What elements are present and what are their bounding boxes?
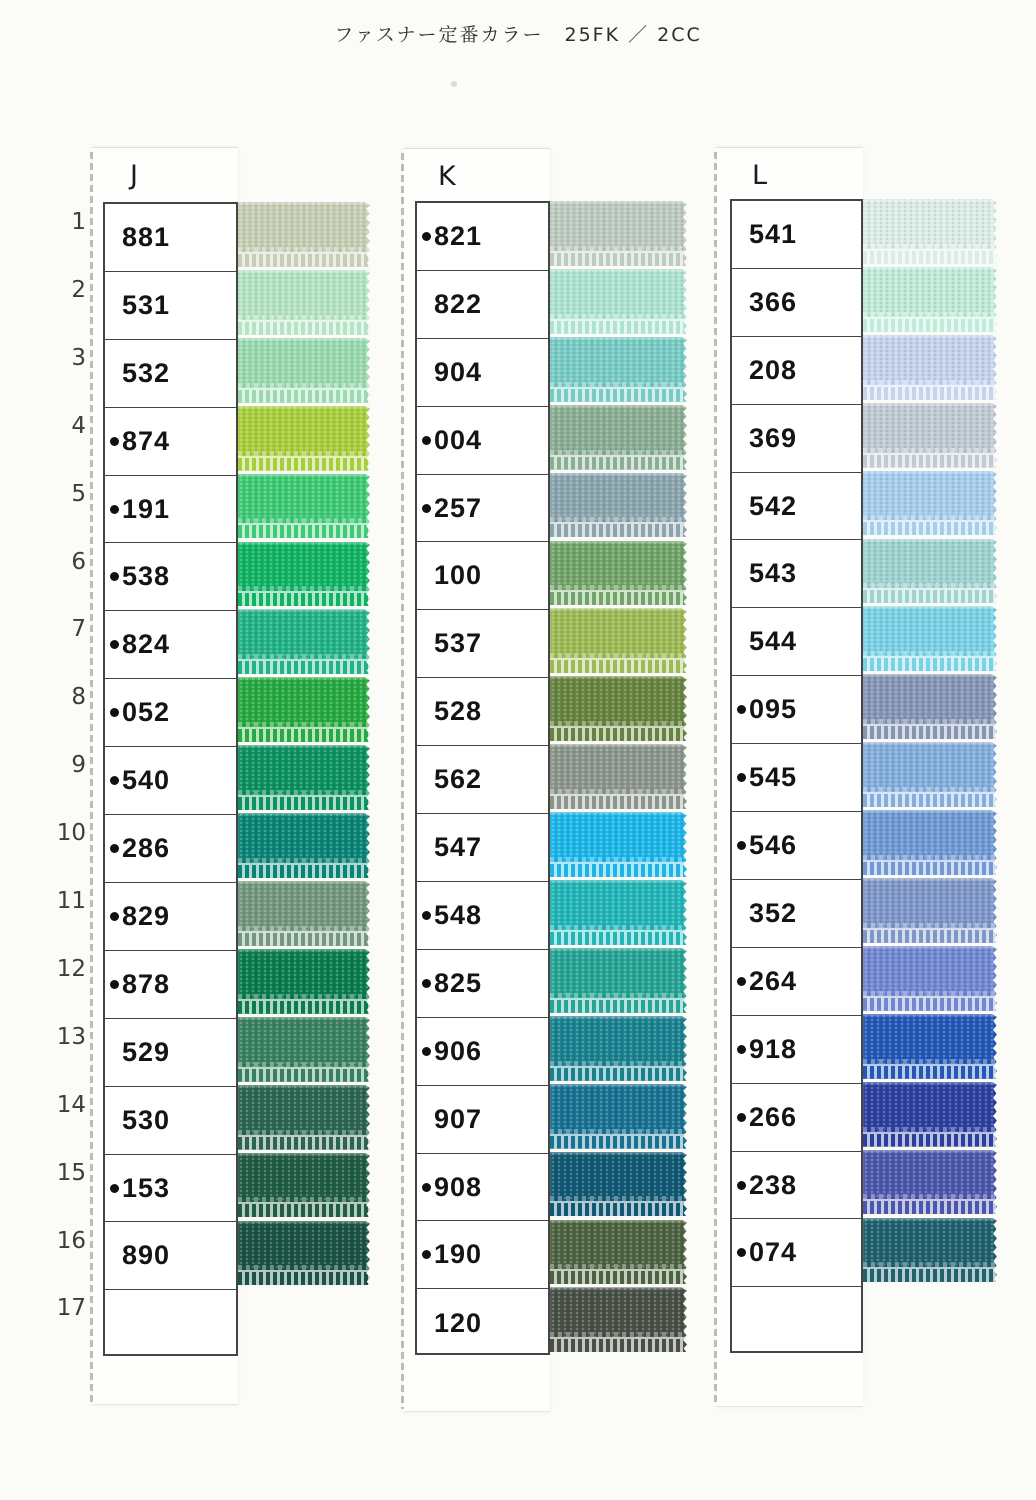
code-cell bbox=[417, 407, 548, 475]
color-code: 542 bbox=[749, 490, 798, 521]
code-cell bbox=[732, 1287, 861, 1355]
fabric-swatch bbox=[863, 946, 997, 1011]
color-code: 548 bbox=[434, 899, 483, 930]
fabric-swatch bbox=[863, 335, 997, 400]
zipper-teeth-band bbox=[863, 1199, 997, 1214]
swatch-stack bbox=[238, 202, 370, 1362]
code-cell bbox=[732, 337, 861, 405]
row-number: 3 bbox=[71, 344, 86, 371]
code-cell bbox=[105, 1290, 236, 1358]
code-cell bbox=[105, 747, 236, 815]
code-cell bbox=[732, 1016, 861, 1084]
code-cell bbox=[732, 880, 861, 948]
color-code: 286 bbox=[122, 833, 171, 864]
zipper-teeth-band bbox=[238, 252, 370, 267]
code-cell bbox=[417, 610, 548, 678]
row-number: 7 bbox=[71, 616, 86, 643]
code-cell bbox=[732, 608, 861, 676]
fabric-swatch bbox=[863, 539, 997, 604]
dot-marker-icon bbox=[422, 1250, 431, 1259]
color-code: 890 bbox=[122, 1240, 171, 1271]
color-code: 918 bbox=[749, 1033, 798, 1064]
fabric-swatch bbox=[550, 201, 687, 266]
zipper-teeth-band bbox=[550, 590, 687, 605]
zipper-teeth-band bbox=[238, 591, 370, 606]
code-cell bbox=[417, 950, 548, 1018]
code-cell bbox=[732, 948, 861, 1016]
zipper-teeth-band bbox=[863, 317, 997, 332]
zipper-teeth-band bbox=[863, 1132, 997, 1147]
card-label: L bbox=[752, 160, 768, 191]
fabric-swatch bbox=[863, 674, 997, 739]
color-code: 153 bbox=[122, 1172, 171, 1203]
code-cell bbox=[105, 1019, 236, 1087]
fabric-swatch bbox=[550, 473, 687, 538]
code-cell bbox=[417, 814, 548, 882]
row-number: 10 bbox=[56, 820, 86, 847]
zipper-teeth-band bbox=[550, 930, 687, 945]
zipper-teeth-band bbox=[863, 1064, 997, 1079]
zipper-teeth-band bbox=[550, 1066, 687, 1081]
color-code: 907 bbox=[434, 1103, 483, 1134]
code-cell bbox=[105, 204, 236, 272]
code-cell bbox=[732, 473, 861, 541]
zipper-teeth-band bbox=[238, 1202, 370, 1217]
dot-marker-icon bbox=[110, 572, 119, 581]
color-code: 543 bbox=[749, 558, 798, 589]
zipper-teeth-band bbox=[550, 1269, 687, 1284]
fabric-swatch bbox=[550, 337, 687, 402]
color-code: 352 bbox=[749, 897, 798, 928]
code-cell bbox=[105, 1223, 236, 1291]
code-cell bbox=[105, 611, 236, 679]
fabric-swatch bbox=[238, 1221, 370, 1286]
color-card-k bbox=[403, 148, 550, 1412]
dot-marker-icon bbox=[422, 979, 431, 988]
code-cell bbox=[732, 541, 861, 609]
dot-marker-icon bbox=[737, 1248, 746, 1257]
code-cell bbox=[732, 812, 861, 880]
code-cell bbox=[105, 408, 236, 476]
fabric-swatch bbox=[238, 406, 370, 471]
fabric-swatch bbox=[238, 949, 370, 1014]
zipper-teeth-band bbox=[550, 1337, 687, 1352]
color-code: 904 bbox=[434, 356, 483, 387]
zipper-teeth-band bbox=[238, 388, 370, 403]
fabric-swatch bbox=[238, 542, 370, 607]
color-code: 528 bbox=[434, 696, 483, 727]
fabric-swatch bbox=[863, 878, 997, 943]
color-code: 829 bbox=[122, 900, 171, 931]
code-cell bbox=[732, 1220, 861, 1288]
card-label: J bbox=[130, 160, 138, 191]
color-code: 538 bbox=[122, 561, 171, 592]
dot-marker-icon bbox=[110, 640, 119, 649]
row-number: 5 bbox=[71, 480, 86, 507]
fabric-swatch bbox=[550, 1084, 687, 1149]
zipper-teeth-band bbox=[238, 795, 370, 810]
code-cell bbox=[105, 951, 236, 1019]
zipper-teeth-band bbox=[550, 862, 687, 877]
code-cell bbox=[105, 340, 236, 408]
zipper-teeth-band bbox=[238, 320, 370, 335]
code-grid bbox=[103, 202, 238, 1356]
color-code: 546 bbox=[749, 830, 798, 861]
dot-marker-icon bbox=[737, 977, 746, 986]
code-cell bbox=[732, 405, 861, 473]
zipper-teeth-band bbox=[550, 998, 687, 1013]
code-cell bbox=[417, 203, 548, 271]
dot-marker-icon bbox=[110, 708, 119, 717]
zipper-teeth-band bbox=[550, 387, 687, 402]
color-code: 541 bbox=[749, 218, 798, 249]
code-cell bbox=[732, 744, 861, 812]
fabric-swatch bbox=[238, 1017, 370, 1082]
color-code: 562 bbox=[434, 764, 483, 795]
row-number: 15 bbox=[56, 1159, 86, 1186]
dot-marker-icon bbox=[422, 232, 431, 241]
zipper-teeth-band bbox=[863, 385, 997, 400]
color-code: 100 bbox=[434, 560, 483, 591]
fabric-swatch bbox=[863, 1082, 997, 1147]
code-cell bbox=[732, 1152, 861, 1220]
zipper-teeth-band bbox=[238, 456, 370, 471]
dot-marker-icon bbox=[737, 841, 746, 850]
fabric-swatch bbox=[238, 474, 370, 539]
zipper-teeth-band bbox=[550, 455, 687, 470]
color-code: 052 bbox=[122, 697, 171, 728]
zipper-teeth-band bbox=[238, 863, 370, 878]
fabric-swatch bbox=[863, 267, 997, 332]
zipper-teeth-band bbox=[550, 1134, 687, 1149]
dot-marker-icon bbox=[110, 776, 119, 785]
code-cell bbox=[417, 1018, 548, 1086]
row-number: 6 bbox=[71, 548, 86, 575]
color-code: 191 bbox=[122, 493, 171, 524]
row-number: 8 bbox=[71, 684, 86, 711]
fabric-swatch bbox=[550, 744, 687, 809]
row-number: 14 bbox=[56, 1091, 86, 1118]
color-code: 531 bbox=[122, 289, 171, 320]
code-cell bbox=[105, 883, 236, 951]
row-number: 9 bbox=[71, 752, 86, 779]
code-cell bbox=[417, 1289, 548, 1357]
row-number: 13 bbox=[56, 1023, 86, 1050]
color-code: 190 bbox=[434, 1239, 483, 1270]
color-code: 238 bbox=[749, 1169, 798, 1200]
zipper-teeth-band bbox=[550, 319, 687, 334]
color-code: 824 bbox=[122, 629, 171, 660]
zipper-teeth-band bbox=[550, 726, 687, 741]
color-code: 266 bbox=[749, 1101, 798, 1132]
row-number: 1 bbox=[71, 209, 86, 235]
zipper-teeth-band bbox=[238, 523, 370, 538]
code-cell bbox=[417, 678, 548, 746]
color-code: 366 bbox=[749, 286, 798, 317]
dot-marker-icon bbox=[737, 1045, 746, 1054]
zipper-teeth-band bbox=[238, 727, 370, 742]
code-cell bbox=[417, 746, 548, 814]
fabric-swatch bbox=[238, 1153, 370, 1218]
zipper-teeth-band bbox=[238, 659, 370, 674]
color-card-j bbox=[92, 147, 238, 1405]
fabric-swatch bbox=[863, 1218, 997, 1283]
fabric-swatch bbox=[863, 742, 997, 807]
fabric-swatch bbox=[550, 269, 687, 334]
row-number: 12 bbox=[56, 955, 86, 982]
dot-marker-icon bbox=[110, 437, 119, 446]
card-label: K bbox=[438, 161, 456, 192]
color-code: 120 bbox=[434, 1307, 483, 1338]
fabric-swatch bbox=[550, 541, 687, 606]
code-cell bbox=[417, 339, 548, 407]
color-code: 095 bbox=[749, 694, 798, 725]
zipper-teeth-band bbox=[863, 724, 997, 739]
zipper-teeth-band bbox=[550, 251, 687, 266]
zipper-teeth-band bbox=[238, 1067, 370, 1082]
color-code: 878 bbox=[122, 968, 171, 999]
code-cell bbox=[417, 543, 548, 611]
swatch-stack bbox=[550, 201, 687, 1361]
code-cell bbox=[732, 201, 861, 269]
zipper-teeth-band bbox=[863, 249, 997, 264]
color-code: 369 bbox=[749, 422, 798, 453]
zipper-teeth-band bbox=[863, 792, 997, 807]
color-code: 545 bbox=[749, 762, 798, 793]
code-cell bbox=[417, 475, 548, 543]
color-code: 074 bbox=[749, 1237, 798, 1268]
fabric-swatch bbox=[238, 881, 370, 946]
fabric-swatch bbox=[238, 677, 370, 742]
code-cell bbox=[105, 1155, 236, 1223]
row-number: 2 bbox=[71, 276, 86, 303]
row-number: 11 bbox=[56, 888, 86, 914]
code-cell bbox=[417, 1086, 548, 1154]
zipper-teeth-band bbox=[863, 520, 997, 535]
zipper-teeth-band bbox=[863, 1267, 997, 1282]
fabric-swatch bbox=[550, 948, 687, 1013]
color-code: 874 bbox=[122, 425, 171, 456]
code-grid bbox=[415, 201, 550, 1355]
color-code: 208 bbox=[749, 354, 798, 385]
code-cell bbox=[417, 1154, 548, 1222]
fabric-swatch bbox=[863, 199, 997, 264]
fabric-swatch bbox=[238, 813, 370, 878]
dot-marker-icon bbox=[737, 773, 746, 782]
code-cell bbox=[417, 882, 548, 950]
color-code: 540 bbox=[122, 765, 171, 796]
color-code: 547 bbox=[434, 832, 483, 863]
zipper-teeth-band bbox=[550, 1201, 687, 1216]
dot-marker-icon bbox=[110, 912, 119, 921]
zipper-teeth-band bbox=[863, 656, 997, 671]
code-cell bbox=[105, 679, 236, 747]
code-cell bbox=[105, 272, 236, 340]
zipper-teeth-band bbox=[863, 996, 997, 1011]
color-code: 881 bbox=[122, 221, 171, 252]
fabric-swatch bbox=[238, 1085, 370, 1150]
swatch-stack bbox=[863, 199, 997, 1359]
zipper-teeth-band bbox=[550, 794, 687, 809]
row-number: 4 bbox=[71, 412, 86, 439]
zipper-teeth-band bbox=[863, 588, 997, 603]
scan-artifact-dot bbox=[451, 81, 457, 87]
fabric-swatch bbox=[863, 1150, 997, 1215]
zipper-teeth-band bbox=[863, 928, 997, 943]
zipper-teeth-band bbox=[550, 658, 687, 673]
dot-marker-icon bbox=[737, 1181, 746, 1190]
dot-marker-icon bbox=[422, 436, 431, 445]
fabric-swatch bbox=[550, 1152, 687, 1217]
color-code: 906 bbox=[434, 1035, 483, 1066]
fabric-swatch bbox=[238, 270, 370, 335]
dot-marker-icon bbox=[422, 1183, 431, 1192]
color-code: 004 bbox=[434, 424, 483, 455]
fabric-swatch bbox=[238, 338, 370, 403]
code-cell bbox=[105, 1087, 236, 1155]
fabric-swatch bbox=[238, 202, 370, 267]
row-number: 17 bbox=[56, 1295, 86, 1322]
fabric-swatch bbox=[550, 880, 687, 945]
dot-marker-icon bbox=[422, 1047, 431, 1056]
row-number: 16 bbox=[56, 1227, 86, 1254]
dot-marker-icon bbox=[737, 1113, 746, 1122]
zipper-teeth-band bbox=[863, 453, 997, 468]
fabric-swatch bbox=[550, 1220, 687, 1285]
fabric-swatch bbox=[238, 609, 370, 674]
code-cell bbox=[732, 676, 861, 744]
fabric-swatch bbox=[550, 1016, 687, 1081]
color-code: 544 bbox=[749, 626, 798, 657]
zipper-teeth-band bbox=[550, 522, 687, 537]
dot-marker-icon bbox=[422, 911, 431, 920]
code-grid bbox=[730, 199, 863, 1353]
code-cell bbox=[417, 271, 548, 339]
fabric-swatch bbox=[238, 745, 370, 810]
fabric-swatch bbox=[863, 1014, 997, 1079]
zipper-teeth-band bbox=[238, 1135, 370, 1150]
color-code: 537 bbox=[434, 628, 483, 659]
zipper-teeth-band bbox=[238, 999, 370, 1014]
zipper-teeth-band bbox=[863, 860, 997, 875]
code-cell bbox=[732, 1084, 861, 1152]
dot-marker-icon bbox=[110, 1184, 119, 1193]
color-code: 825 bbox=[434, 967, 483, 998]
dot-marker-icon bbox=[737, 705, 746, 714]
code-cell bbox=[105, 815, 236, 883]
zipper-teeth-band bbox=[238, 1270, 370, 1285]
fabric-swatch bbox=[550, 1287, 687, 1352]
dot-marker-icon bbox=[110, 505, 119, 514]
dot-marker-icon bbox=[110, 844, 119, 853]
fabric-swatch bbox=[863, 471, 997, 536]
fabric-swatch bbox=[550, 676, 687, 741]
color-code: 257 bbox=[434, 492, 483, 523]
color-code: 529 bbox=[122, 1036, 171, 1067]
fabric-swatch bbox=[550, 405, 687, 470]
color-code: 908 bbox=[434, 1171, 483, 1202]
page-title: ファスナー定番カラー 25FK ／ 2CC bbox=[334, 24, 702, 46]
color-code: 264 bbox=[749, 965, 798, 996]
code-cell bbox=[732, 269, 861, 337]
color-code: 822 bbox=[434, 288, 483, 319]
fabric-swatch bbox=[863, 403, 997, 468]
fabric-swatch bbox=[550, 812, 687, 877]
dot-marker-icon bbox=[422, 504, 431, 513]
code-cell bbox=[105, 476, 236, 544]
fabric-swatch bbox=[550, 608, 687, 673]
color-code: 530 bbox=[122, 1104, 171, 1135]
color-code: 821 bbox=[434, 220, 483, 251]
color-card-l bbox=[716, 147, 863, 1407]
code-cell bbox=[105, 544, 236, 612]
code-cell bbox=[417, 1222, 548, 1290]
dot-marker-icon bbox=[110, 980, 119, 989]
color-code: 532 bbox=[122, 357, 171, 388]
fabric-swatch bbox=[863, 810, 997, 875]
fabric-swatch bbox=[863, 606, 997, 671]
zipper-teeth-band bbox=[238, 931, 370, 946]
